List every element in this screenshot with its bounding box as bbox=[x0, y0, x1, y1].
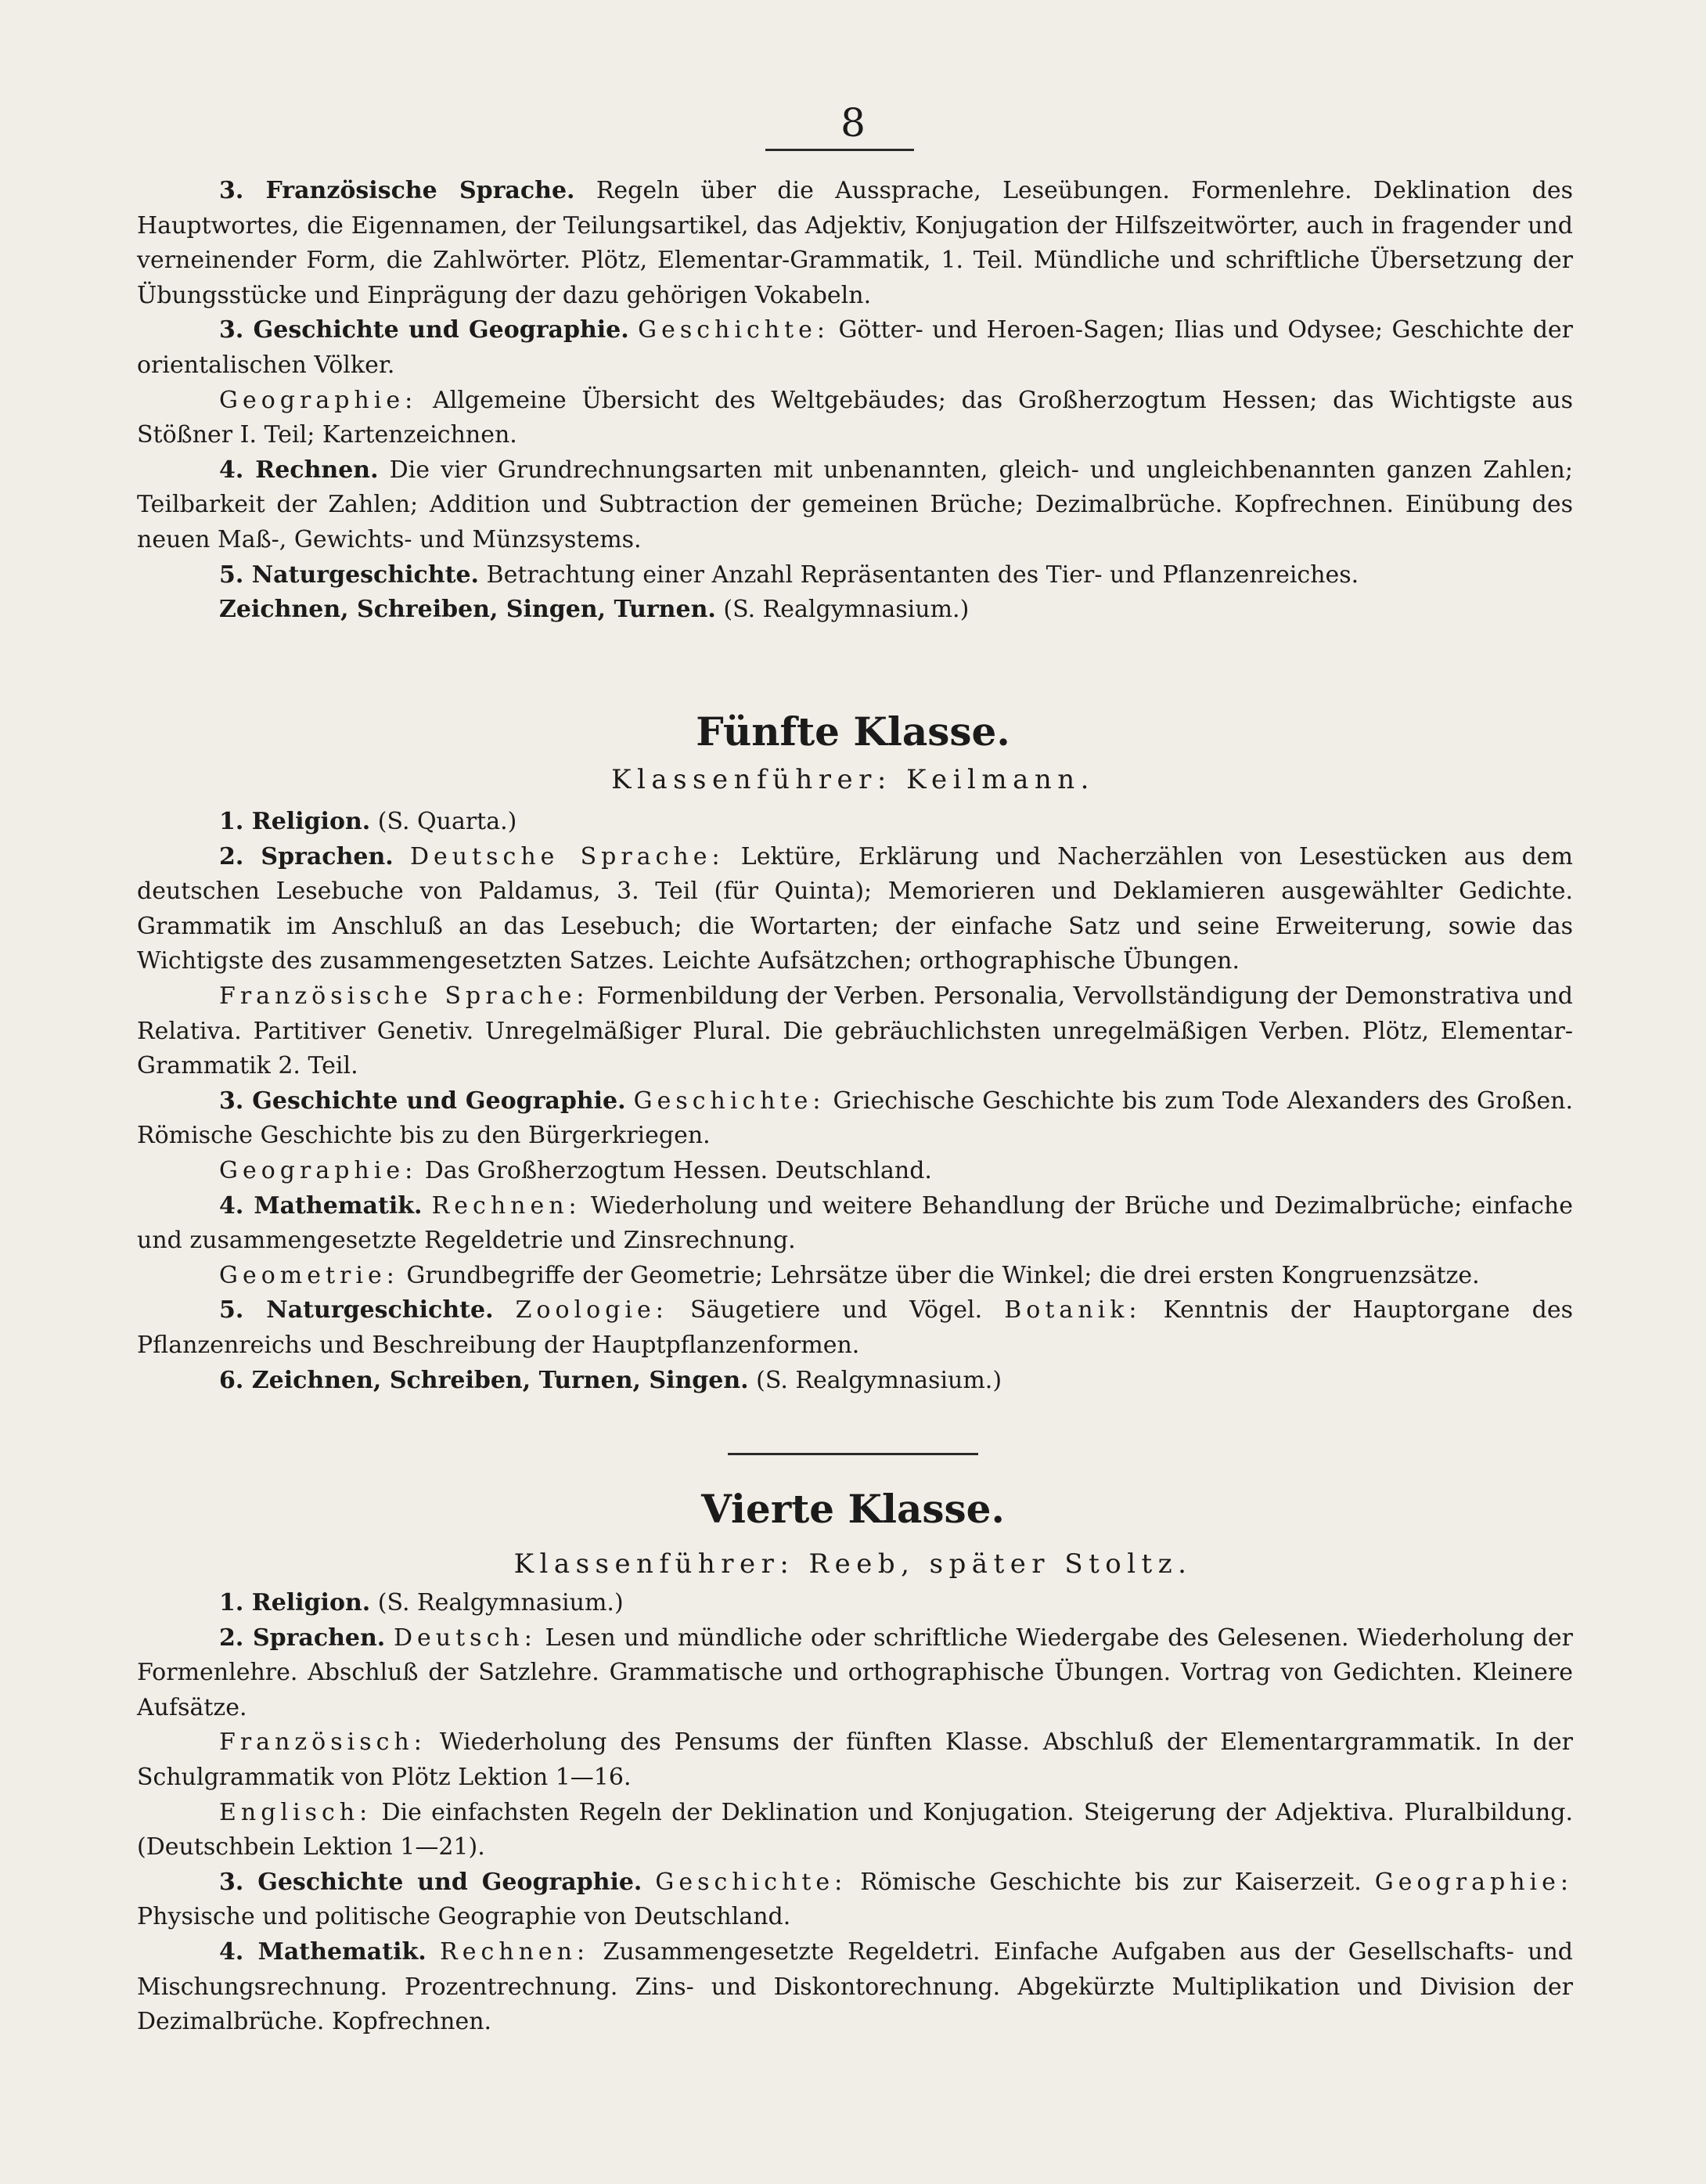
languages-heading: 2. Sprachen. bbox=[219, 842, 394, 870]
geography-label: Geographie: bbox=[1374, 1868, 1573, 1896]
german-text: Lesen und mündliche oder schriftliche Wiedergabe des Gelesenen. Wiederholung der Formenlehre. Abschluß der Satzlehre. Grammatische und orthographische Übungen. Vortrag von Gedichten. Kleinere Aufsätze. bbox=[137, 1624, 1574, 1721]
german-label: Deutsche Sprache: bbox=[409, 842, 725, 870]
fifth-class-title: Fünfte Klasse. bbox=[696, 708, 1010, 755]
french-paragraph bbox=[137, 1725, 1573, 1795]
fourth-class-section bbox=[137, 1586, 1573, 2040]
arithmetic-text: Wiederholung und weitere Behandlung der Brüche und Dezimalbrüche; einfache und zusammengesetzte Regeldetrie und Zinsrechnung. bbox=[137, 1191, 1574, 1255]
geometry-paragraph bbox=[137, 1259, 1573, 1294]
french-paragraph bbox=[137, 174, 1573, 313]
history-label: Geschichte: bbox=[655, 1868, 848, 1896]
languages-paragraph bbox=[137, 840, 1573, 979]
german-text: Lektüre, Erklärung und Nacherzählen von Lesestücken aus dem deutschen Lesebuche von Paldamus, 3. Teil (für Quinta); Memorieren und Deklamieren ausgewählter Gedichte. Grammatik im Anschluß an das Lesebuch; die Wortarten; der einfache Satz und seine Erweiterung, sowie das Wichtigste des zusammengesetzten Satzes. Leichte Aufsätzchen; orthographische Übungen. bbox=[137, 842, 1573, 975]
mathematics-paragraph bbox=[137, 1189, 1573, 1259]
religion-heading: 1. Religion. bbox=[219, 1589, 371, 1616]
german-label: Deutsch: bbox=[394, 1624, 537, 1652]
section-divider bbox=[728, 1453, 978, 1455]
french-label: Französisch: bbox=[219, 1728, 426, 1757]
drawing-paragraph bbox=[137, 593, 1573, 628]
history-heading: 3. Geschichte und Geographie. bbox=[219, 1087, 626, 1115]
natural-history-paragraph bbox=[137, 558, 1573, 593]
header-rule bbox=[765, 149, 914, 151]
geography-text: Das Großherzogtum Hessen. Deutschland. bbox=[424, 1156, 932, 1184]
zoology-text: Säugetiere und Vögel. bbox=[689, 1296, 983, 1324]
geography-text: Physische und politische Geographie von Deutschland. bbox=[137, 1903, 791, 1931]
geography-text: Allgemeine Übersicht des Weltgebäudes; das Großherzogtum Hessen; das Wichtigste aus Stößner I. Teil; Kartenzeichnen. bbox=[137, 386, 1573, 449]
geography-paragraph bbox=[137, 1154, 1573, 1189]
english-text: Die einfachsten Regeln der Deklination und Konjugation. Steigerung der Adjektiva. Pluralbildung. (Deutschbein Lektion 1—21). bbox=[137, 1798, 1573, 1861]
religion-heading: 1. Religion. bbox=[219, 808, 371, 835]
geometry-text: Grundbegriffe der Geometrie; Lehrsätze über die Winkel; die drei ersten Kongruenzsätze. bbox=[406, 1261, 1480, 1289]
mathematics-paragraph bbox=[137, 1935, 1573, 2040]
religion-paragraph bbox=[137, 1586, 1573, 1621]
languages-heading: 2. Sprachen. bbox=[219, 1624, 386, 1652]
history-heading: 3. Geschichte und Geographie. bbox=[219, 316, 629, 344]
drawing-heading: Zeichnen, Schreiben, Singen, Turnen. bbox=[219, 596, 716, 624]
drawing-text: (S. Realgymnasium.) bbox=[723, 596, 970, 624]
arithmetic-heading: 4. Rechnen. bbox=[219, 456, 379, 484]
page-number: 8 bbox=[840, 100, 866, 146]
drawing-paragraph bbox=[137, 1364, 1573, 1399]
fourth-class-title: Vierte Klasse. bbox=[701, 1486, 1005, 1532]
natural-history-paragraph bbox=[137, 1293, 1573, 1363]
religion-text: (S. Quarta.) bbox=[377, 808, 517, 835]
history-text: Griechische Geschichte bis zum Tode Alexanders des Großen. Römische Geschichte bis zu den Bürgerkriegen. bbox=[137, 1087, 1573, 1150]
fifth-class-teacher: Klassenführer: Keilmann. bbox=[611, 764, 1095, 795]
fourth-class-teacher: Klassenführer: Reeb, später Stoltz. bbox=[513, 1548, 1193, 1580]
natural-history-heading: 5. Naturgeschichte. bbox=[219, 560, 479, 589]
languages-paragraph bbox=[137, 1621, 1573, 1726]
botany-label: Botanik: bbox=[1004, 1296, 1142, 1324]
french-heading: 3. Französische Sprache. bbox=[219, 177, 575, 204]
history-text: Römische Geschichte bis zur Kaiserzeit. bbox=[860, 1868, 1362, 1896]
french-label: Französische Sprache: bbox=[219, 982, 589, 1010]
botany-text: Kenntnis der Hauptorgane des Pflanzenreichs und Beschreibung der Hauptpflanzenformen. bbox=[137, 1296, 1573, 1359]
religion-text: (S. Realgymnasium.) bbox=[377, 1589, 624, 1616]
geography-label: Geographie: bbox=[219, 1156, 418, 1184]
history-paragraph bbox=[137, 313, 1573, 383]
religion-paragraph bbox=[137, 805, 1573, 840]
fifth-class-section bbox=[137, 805, 1573, 1398]
arithmetic-paragraph bbox=[137, 453, 1573, 558]
geography-label: Geographie: bbox=[219, 386, 418, 414]
arithmetic-text: Zusammengesetzte Regeldetri. Einfache Aufgaben aus der Gesellschafts- und Mischungsrechnung. Prozentrechnung. Zins- und Diskontorechnung. Abgekürzte Multiplikation und Division der Dezimalbrüche. Kopfrechnen. bbox=[137, 1937, 1573, 2036]
history-heading: 3. Geschichte und Geographie. bbox=[219, 1868, 642, 1896]
arithmetic-text: Die vier Grundrechnungsarten mit unbenannten, gleich- und ungleichbenannten ganzen Zahlen; Teilbarkeit der Zahlen; Addition und Subtraction der gemeinen Brüche; Dezimalbrüche. Kopfrechnen. Einübung des neuen Maß-, Gewichts- und Münzsystems. bbox=[137, 456, 1573, 553]
geometry-label: Geometrie: bbox=[219, 1261, 399, 1289]
history-label: Geschichte: bbox=[633, 1087, 826, 1115]
drawing-text: (S. Realgymnasium.) bbox=[756, 1366, 1002, 1394]
arithmetic-label: Rechnen: bbox=[431, 1191, 581, 1220]
english-label: Englisch: bbox=[219, 1798, 373, 1826]
mathematics-heading: 4. Mathematik. bbox=[219, 1191, 423, 1220]
history-text: Götter- und Heroen-Sagen; Ilias und Odysee; Geschichte der orientalischen Völker. bbox=[137, 316, 1574, 379]
geography-paragraph bbox=[137, 384, 1573, 453]
english-paragraph bbox=[137, 1796, 1573, 1865]
french-paragraph bbox=[137, 979, 1573, 1084]
mathematics-heading: 4. Mathematik. bbox=[219, 1937, 426, 1966]
french-text: Wiederholung des Pensums der fünften Klasse. Abschluß der Elementargrammatik. In der Schulgrammatik von Plötz Lektion 1—16. bbox=[137, 1728, 1573, 1791]
zoology-label: Zoologie: bbox=[515, 1296, 668, 1324]
history-label: Geschichte: bbox=[638, 316, 830, 344]
arithmetic-label: Rechnen: bbox=[440, 1937, 590, 1966]
previous-class-section bbox=[137, 174, 1573, 628]
natural-history-heading: 5. Naturgeschichte. bbox=[219, 1296, 494, 1324]
drawing-heading: 6. Zeichnen, Schreiben, Turnen, Singen. bbox=[219, 1366, 749, 1394]
history-paragraph bbox=[137, 1084, 1573, 1154]
history-paragraph bbox=[137, 1865, 1573, 1935]
french-text: Regeln über die Aussprache, Leseübungen. Formenlehre. Deklination des Hauptwortes, die Eigennamen, der Teilungsartikel, das Adjektiv, Konjugation der Hilfszeitwörter, auch in fragender und verneinender Form, die Zahlwörter. Plötz, Elementar-Grammatik, 1. Teil. Mündliche und schriftliche Übersetzung der Übungsstücke und Einprägung der dazu gehörigen Vokabeln. bbox=[137, 177, 1573, 309]
french-text: Formenbildung der Verben. Personalia, Vervollständigung der Demonstrativa und Relativa. Partitiver Genetiv. Unregelmäßiger Plural. Die gebräuchlichsten unregelmäßigen Verben. Plötz, Elementar-Grammatik 2. Teil. bbox=[137, 982, 1573, 1080]
natural-history-text: Betrachtung einer Anzahl Repräsentanten des Tier- und Pflanzenreiches. bbox=[486, 560, 1359, 589]
